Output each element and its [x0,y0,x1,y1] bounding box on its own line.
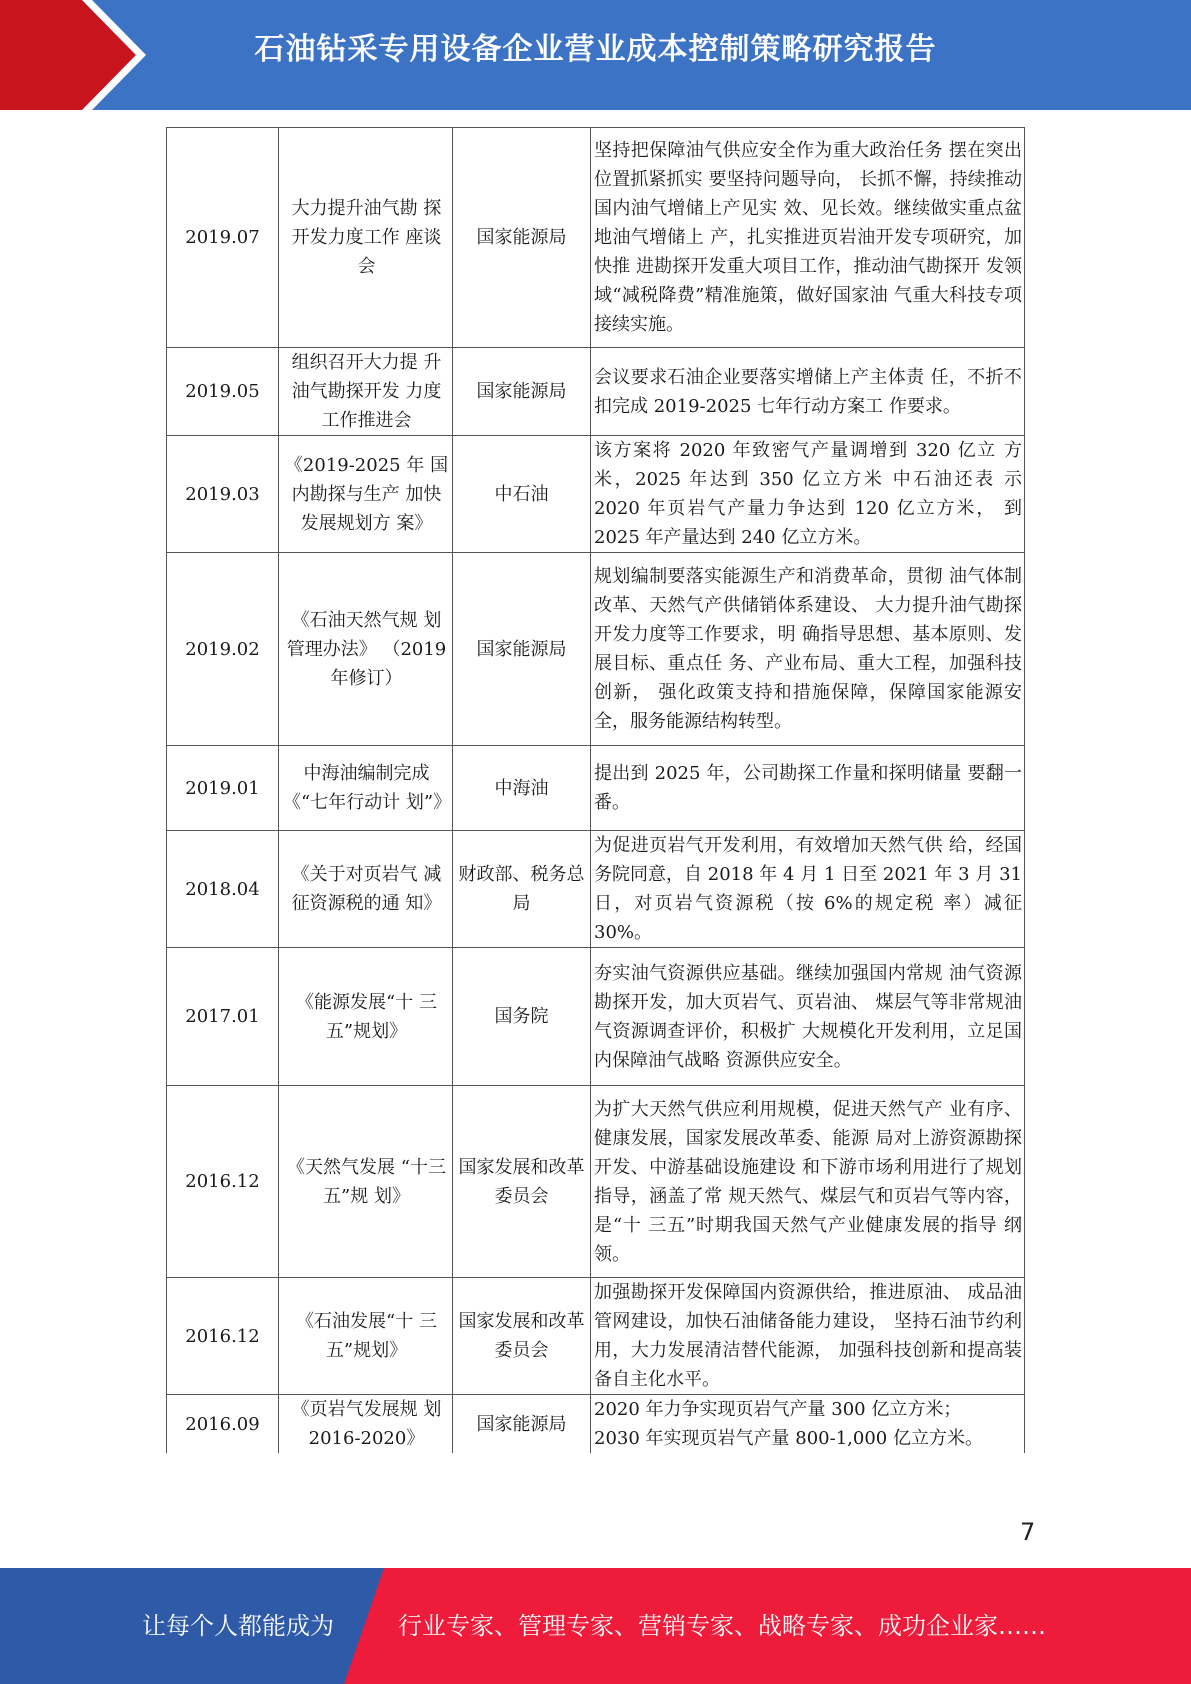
row-content [591,1395,1025,1454]
footer-slogan-left: 让每个人都能成为 [142,1612,334,1640]
content-line: 2020 年力争实现页岩气产量 300 亿立方米； [594,1399,962,1420]
row-date: 2017.01 [167,948,279,1086]
row-organization: 国家能源局 [453,128,591,348]
row-content: 为促进页岩气开发利用，有效增加天然气供 给，经国务院同意，自 2018 年 4 月 1 日至 2021 年 3 月 31 日，对页岩气资源税（按 6%的规定税 率）减征 30%。 [591,831,1025,948]
row-date: 2019.01 [167,746,279,831]
policy-table [166,127,1025,1453]
table-row [167,436,1025,553]
row-organization: 国家发展和改革委员会 [453,1278,591,1395]
row-content: 规划编制要落实能源生产和消费革命，贯彻 油气体制改革、天然气产供储销体系建设、 大力提升油气勘探开发力度等工作要求，明 确指导思想、基本原则、发展目标、重点任 务、产业布局、重大工程，加强科技创新， 强化政策支持和措施保障，保障国家能源安 全，服务能源结构转型。 [591,553,1025,746]
row-date: 2016.12 [167,1086,279,1278]
row-policy-title: 《关于对页岩气 减征资源税的通 知》 [279,831,453,948]
row-policy-title: 《天然气发展 “十三五”规 划》 [279,1086,453,1278]
row-date: 2019.07 [167,128,279,348]
row-date: 2018.04 [167,831,279,948]
row-organization: 中海油 [453,746,591,831]
row-content: 提出到 2025 年，公司勘探工作量和探明储量 要翻一番。 [591,746,1025,831]
row-organization: 国家发展和改革委员会 [453,1086,591,1278]
table-row [167,746,1025,831]
row-policy-title: 组织召开大力提 升油气勘探开发 力度工作推进会 [279,348,453,436]
table-row [167,1086,1025,1278]
row-policy-title: 中海油编制完成 《“七年行动计 划”》 [279,746,453,831]
row-content: 会议要求石油企业要落实增储上产主体责 任，不折不扣完成 2019-2025 七年行动方案工 作要求。 [591,348,1025,436]
row-date: 2016.09 [167,1395,279,1454]
row-policy-title: 《石油天然气规 划管理办法》 （2019 年修订） [279,553,453,746]
row-date: 2016.12 [167,1278,279,1395]
row-organization: 国务院 [453,948,591,1086]
page-number: 7 [1020,1518,1036,1546]
row-policy-title: 《2019-2025 年 国内勘探与生产 加快发展规划方 案》 [279,436,453,553]
table-row [167,831,1025,948]
row-content: 坚持把保障油气供应安全作为重大政治任务 摆在突出位置抓紧抓实 要坚持问题导向， 长抓不懈，持续推动国内油气增储上产见实 效、见长效。继续做实重点盆地油气增储上 产，扎实推进页岩油开发专项研究，加快推 进勘探开发重大项目工作，推动油气勘探开 发领域“减税降费”精准施策，做好国家油 气重大科技专项接续实施。 [591,128,1025,348]
content-line: 2030 年实现页岩气产量 800-1,000 亿立方米。 [594,1428,983,1449]
table-row [167,553,1025,746]
row-date: 2019.05 [167,348,279,436]
row-organization: 国家能源局 [453,1395,591,1454]
row-organization: 国家能源局 [453,553,591,746]
table-row [167,948,1025,1086]
row-policy-title: 大力提升油气勘 探开发力度工作 座谈会 [279,128,453,348]
row-policy-title: 《页岩气发展规 划 2016-2020》 [279,1395,453,1454]
row-organization: 国家能源局 [453,348,591,436]
row-organization: 中石油 [453,436,591,553]
footer-slogan-right: 行业专家、管理专家、营销专家、战略专家、成功企业家…… [398,1612,1046,1640]
report-title: 石油钻采专用设备企业营业成本控制策略研究报告 [254,32,937,67]
row-content: 加强勘探开发保障国内资源供给，推进原油、 成品油管网建设，加快石油储备能力建设， 坚持石油节约利用，大力发展清洁替代能源， 加强科技创新和提高装备自主化水平。 [591,1278,1025,1395]
table-row [167,1278,1025,1395]
row-organization: 财政部、税务总局 [453,831,591,948]
row-date: 2019.03 [167,436,279,553]
table-row [167,1395,1025,1454]
header-banner [0,0,1191,110]
row-policy-title: 《石油发展“十 三五”规划》 [279,1278,453,1395]
row-content: 为扩大天然气供应利用规模，促进天然气产 业有序、健康发展，国家发展改革委、能源 局对上游资源勘探开发、中游基础设施建设 和下游市场利用进行了规划指导，涵盖了常 规天然气、煤层气和页岩气等内容，是“十 三五”时期我国天然气产业健康发展的指导 纲领。 [591,1086,1025,1278]
row-policy-title: 《能源发展“十 三五”规划》 [279,948,453,1086]
footer-banner [0,1568,1191,1684]
row-date: 2019.02 [167,553,279,746]
policy-table-wrapper [166,127,1024,1449]
row-content: 该方案将 2020 年致密气产量调增到 320 亿立 方米，2025 年达到 350 亿立方米 中石油还表 示 2020 年页岩气产量力争达到 120 亿立方米， 到 2025 年产量达到 240 亿立方米。 [591,436,1025,553]
table-row [167,128,1025,348]
table-row [167,348,1025,436]
row-content: 夯实油气资源供应基础。继续加强国内常规 油气资源勘探开发，加大页岩气、页岩油、 煤层气等非常规油气资源调查评价，积极扩 大规模化开发利用，立足国内保障油气战略 资源供应安全。 [591,948,1025,1086]
